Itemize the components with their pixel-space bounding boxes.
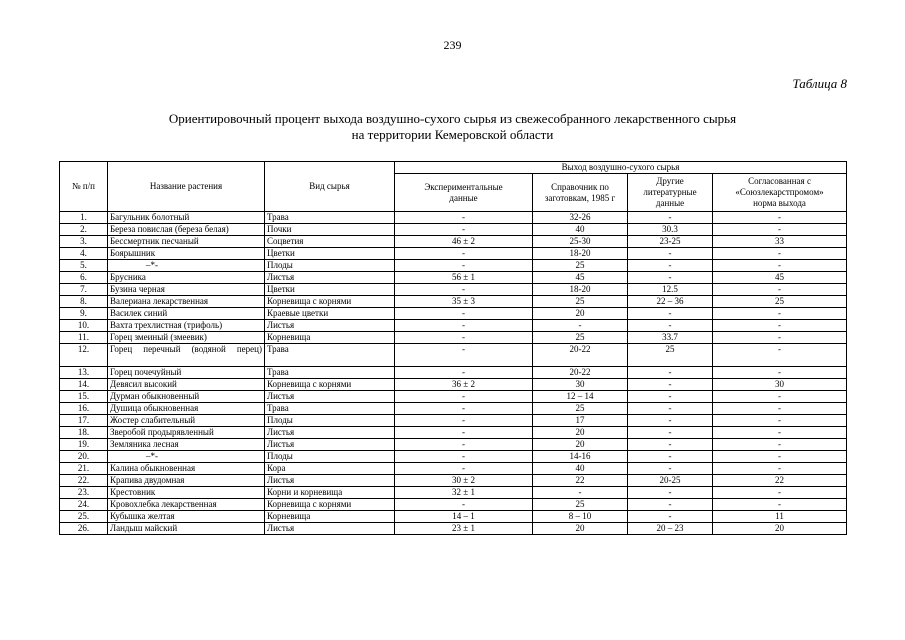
literature-value: - [628,248,713,260]
norm-value: - [713,403,847,415]
plant-name: –*- [108,451,265,463]
plant-name: Крестовник [108,487,265,499]
table-row [60,499,847,511]
experimental-value: 14 – 1 [395,511,533,523]
plant-name: Девясил высокий [108,379,265,391]
table-row [60,296,847,308]
experimental-value: 36 ± 2 [395,379,533,391]
row-number: 1. [60,212,108,224]
literature-value: 30.3 [628,224,713,236]
row-number: 5. [60,260,108,272]
table-row [60,248,847,260]
plant-name: Кубышка желтая [108,511,265,523]
header-type: Вид сырья [265,162,395,212]
raw-material-type: Плоды [265,260,395,272]
raw-material-type: Листья [265,391,395,403]
plant-name: Боярышник [108,248,265,260]
table-row [60,379,847,391]
reference-value: 20 [533,308,628,320]
table-row [60,284,847,296]
reference-value: 20-22 [533,344,628,367]
plant-name: Вахта трехлистная (трифоль) [108,320,265,332]
row-number: 24. [60,499,108,511]
table-row [60,475,847,487]
table-row [60,523,847,535]
table-row [60,212,847,224]
row-number: 3. [60,236,108,248]
experimental-value: 35 ± 3 [395,296,533,308]
plant-name: Жостер слабительный [108,415,265,427]
row-number: 21. [60,463,108,475]
literature-value: 20 – 23 [628,523,713,535]
header-norm: Согласованная с «Союзлекарстпромом» норма выхода [713,174,847,212]
reference-value: 25 [533,499,628,511]
data-table [59,161,847,535]
raw-material-type: Корневища с корнями [265,296,395,308]
experimental-value: - [395,344,533,367]
row-number: 23. [60,487,108,499]
row-number: 26. [60,523,108,535]
norm-value: - [713,415,847,427]
table-row [60,511,847,523]
norm-value: - [713,320,847,332]
literature-value: 25 [628,344,713,367]
row-number: 4. [60,248,108,260]
plant-name: Багульник болотный [108,212,265,224]
experimental-value: - [395,391,533,403]
raw-material-type: Трава [265,403,395,415]
plant-name: Василек синий [108,308,265,320]
table-row [60,427,847,439]
experimental-value: - [395,415,533,427]
reference-value: 25 [533,296,628,308]
experimental-value: - [395,463,533,475]
row-number: 15. [60,391,108,403]
experimental-value: - [395,403,533,415]
row-number: 25. [60,511,108,523]
table-label: Таблица 8 [792,76,847,91]
plant-name: Крапива двудомная [108,475,265,487]
row-number: 14. [60,379,108,391]
plant-name: Береза повислая (береза белая) [108,224,265,236]
raw-material-type: Плоды [265,415,395,427]
literature-value: 33.7 [628,332,713,344]
row-number: 20. [60,451,108,463]
reference-value: 32-26 [533,212,628,224]
literature-value: - [628,415,713,427]
reference-value: 30 [533,379,628,391]
table-row [60,487,847,499]
plant-name: Ландыш майский [108,523,265,535]
raw-material-type: Плоды [265,451,395,463]
plant-name: Брусника [108,272,265,284]
raw-material-type: Почки [265,224,395,236]
table-row [60,415,847,427]
norm-value: 20 [713,523,847,535]
header-name: Название растения [108,162,265,212]
table-row [60,224,847,236]
raw-material-type: Кора [265,463,395,475]
raw-material-type: Соцветия [265,236,395,248]
table-row [60,451,847,463]
raw-material-type: Корни и корневища [265,487,395,499]
table-row [60,367,847,379]
literature-value: - [628,367,713,379]
literature-value: - [628,487,713,499]
norm-value: - [713,224,847,236]
experimental-value: 32 ± 1 [395,487,533,499]
raw-material-type: Трава [265,344,395,367]
raw-material-type: Листья [265,427,395,439]
literature-value: - [628,439,713,451]
literature-value: - [628,403,713,415]
plant-name: Земляника лесная [108,439,265,451]
literature-value: - [628,308,713,320]
norm-value: - [713,367,847,379]
experimental-value: - [395,284,533,296]
experimental-value: - [395,367,533,379]
reference-value: 20 [533,439,628,451]
table-row [60,332,847,344]
reference-value: - [533,487,628,499]
table-row [60,439,847,451]
norm-value: - [713,427,847,439]
raw-material-type: Корневища [265,511,395,523]
row-number: 12. [60,344,108,367]
reference-value: 40 [533,463,628,475]
norm-value: - [713,212,847,224]
row-number: 13. [60,367,108,379]
raw-material-type: Трава [265,212,395,224]
plant-name: Душица обыкновенная [108,403,265,415]
plant-name: –*- [108,260,265,272]
reference-value: 12 – 14 [533,391,628,403]
header-num: № п/п [60,162,108,212]
literature-value: - [628,499,713,511]
header-lit: Другие литературные данные [628,174,713,212]
reference-value: 20 [533,523,628,535]
row-number: 2. [60,224,108,236]
experimental-value: - [395,451,533,463]
norm-value: - [713,499,847,511]
literature-value: - [628,511,713,523]
raw-material-type: Корневища с корнями [265,499,395,511]
literature-value: - [628,272,713,284]
literature-value: 23-25 [628,236,713,248]
experimental-value: - [395,427,533,439]
table-row [60,308,847,320]
plant-name: Зверобой продырявленный [108,427,265,439]
literature-value: - [628,427,713,439]
table-row [60,403,847,415]
table-row [60,272,847,284]
literature-value: 22 – 36 [628,296,713,308]
plant-name: Калина обыкновенная [108,463,265,475]
literature-value: 20-25 [628,475,713,487]
row-number: 19. [60,439,108,451]
experimental-value: 23 ± 1 [395,523,533,535]
norm-value: - [713,439,847,451]
row-number: 9. [60,308,108,320]
header-ref: Справочник по заготовкам, 1985 г [533,174,628,212]
literature-value: 12.5 [628,284,713,296]
norm-value: 22 [713,475,847,487]
experimental-value: - [395,332,533,344]
norm-value: 11 [713,511,847,523]
row-number: 6. [60,272,108,284]
literature-value: - [628,451,713,463]
reference-value: 25 [533,260,628,272]
reference-value: 40 [533,224,628,236]
page-number: 239 [443,38,462,52]
norm-value: - [713,332,847,344]
raw-material-type: Корневища [265,332,395,344]
row-number: 11. [60,332,108,344]
literature-value: - [628,463,713,475]
experimental-value: 30 ± 2 [395,475,533,487]
reference-value: - [533,320,628,332]
norm-value: 45 [713,272,847,284]
norm-value: - [713,391,847,403]
reference-value: 25 [533,332,628,344]
raw-material-type: Трава [265,367,395,379]
row-number: 8. [60,296,108,308]
row-number: 17. [60,415,108,427]
plant-name: Дурман обыкновенный [108,391,265,403]
table-row [60,463,847,475]
raw-material-type: Листья [265,272,395,284]
raw-material-type: Цветки [265,248,395,260]
title-line-1: Ориентировочный процент выхода воздушно-сухого сырья из свежесобранного лекарственного сырья [168,111,737,126]
literature-value: - [628,391,713,403]
header-exp: Экспериментальные данные [395,174,533,212]
reference-value: 14-16 [533,451,628,463]
raw-material-type: Листья [265,475,395,487]
table-row [60,260,847,272]
header-group: Выход воздушно-сухого сырья [395,162,847,174]
table-row [60,391,847,403]
row-number: 22. [60,475,108,487]
experimental-value: - [395,499,533,511]
reference-value: 20-22 [533,367,628,379]
norm-value: - [713,344,847,367]
row-number: 18. [60,427,108,439]
norm-value: 33 [713,236,847,248]
experimental-value: - [395,224,533,236]
reference-value: 18-20 [533,248,628,260]
table-title [60,111,845,143]
table-row [60,344,847,367]
norm-value: - [713,260,847,272]
reference-value: 18-20 [533,284,628,296]
experimental-value: - [395,212,533,224]
plant-name: Горец почечуйный [108,367,265,379]
plant-name: Валериана лекарственная [108,296,265,308]
reference-value: 17 [533,415,628,427]
raw-material-type: Краевые цветки [265,308,395,320]
norm-value: - [713,248,847,260]
plant-name: Кровохлебка лекарственная [108,499,265,511]
raw-material-type: Листья [265,320,395,332]
reference-value: 25 [533,403,628,415]
table-row [60,320,847,332]
experimental-value: - [395,308,533,320]
experimental-value: - [395,439,533,451]
experimental-value: 56 ± 1 [395,272,533,284]
reference-value: 45 [533,272,628,284]
norm-value: 30 [713,379,847,391]
reference-value: 20 [533,427,628,439]
reference-value: 8 – 10 [533,511,628,523]
raw-material-type: Листья [265,523,395,535]
norm-value: - [713,451,847,463]
literature-value: - [628,212,713,224]
raw-material-type: Цветки [265,284,395,296]
norm-value: - [713,463,847,475]
raw-material-type: Листья [265,439,395,451]
literature-value: - [628,379,713,391]
plant-name: Бессмертник песчаный [108,236,265,248]
norm-value: - [713,487,847,499]
literature-value: - [628,260,713,272]
reference-value: 22 [533,475,628,487]
row-number: 10. [60,320,108,332]
norm-value: - [713,284,847,296]
plant-name: Бузина черная [108,284,265,296]
reference-value: 25-30 [533,236,628,248]
title-line-2: на территории Кемеровской области [351,127,554,142]
experimental-value: 46 ± 2 [395,236,533,248]
plant-name: Горец перечный (водяной перец) [108,344,265,367]
table-row [60,236,847,248]
table-body [60,212,847,535]
experimental-value: - [395,260,533,272]
norm-value: - [713,308,847,320]
experimental-value: - [395,248,533,260]
experimental-value: - [395,320,533,332]
plant-name: Горец змеиный (змеевик) [108,332,265,344]
row-number: 7. [60,284,108,296]
norm-value: 25 [713,296,847,308]
row-number: 16. [60,403,108,415]
raw-material-type: Корневища с корнями [265,379,395,391]
literature-value: - [628,320,713,332]
